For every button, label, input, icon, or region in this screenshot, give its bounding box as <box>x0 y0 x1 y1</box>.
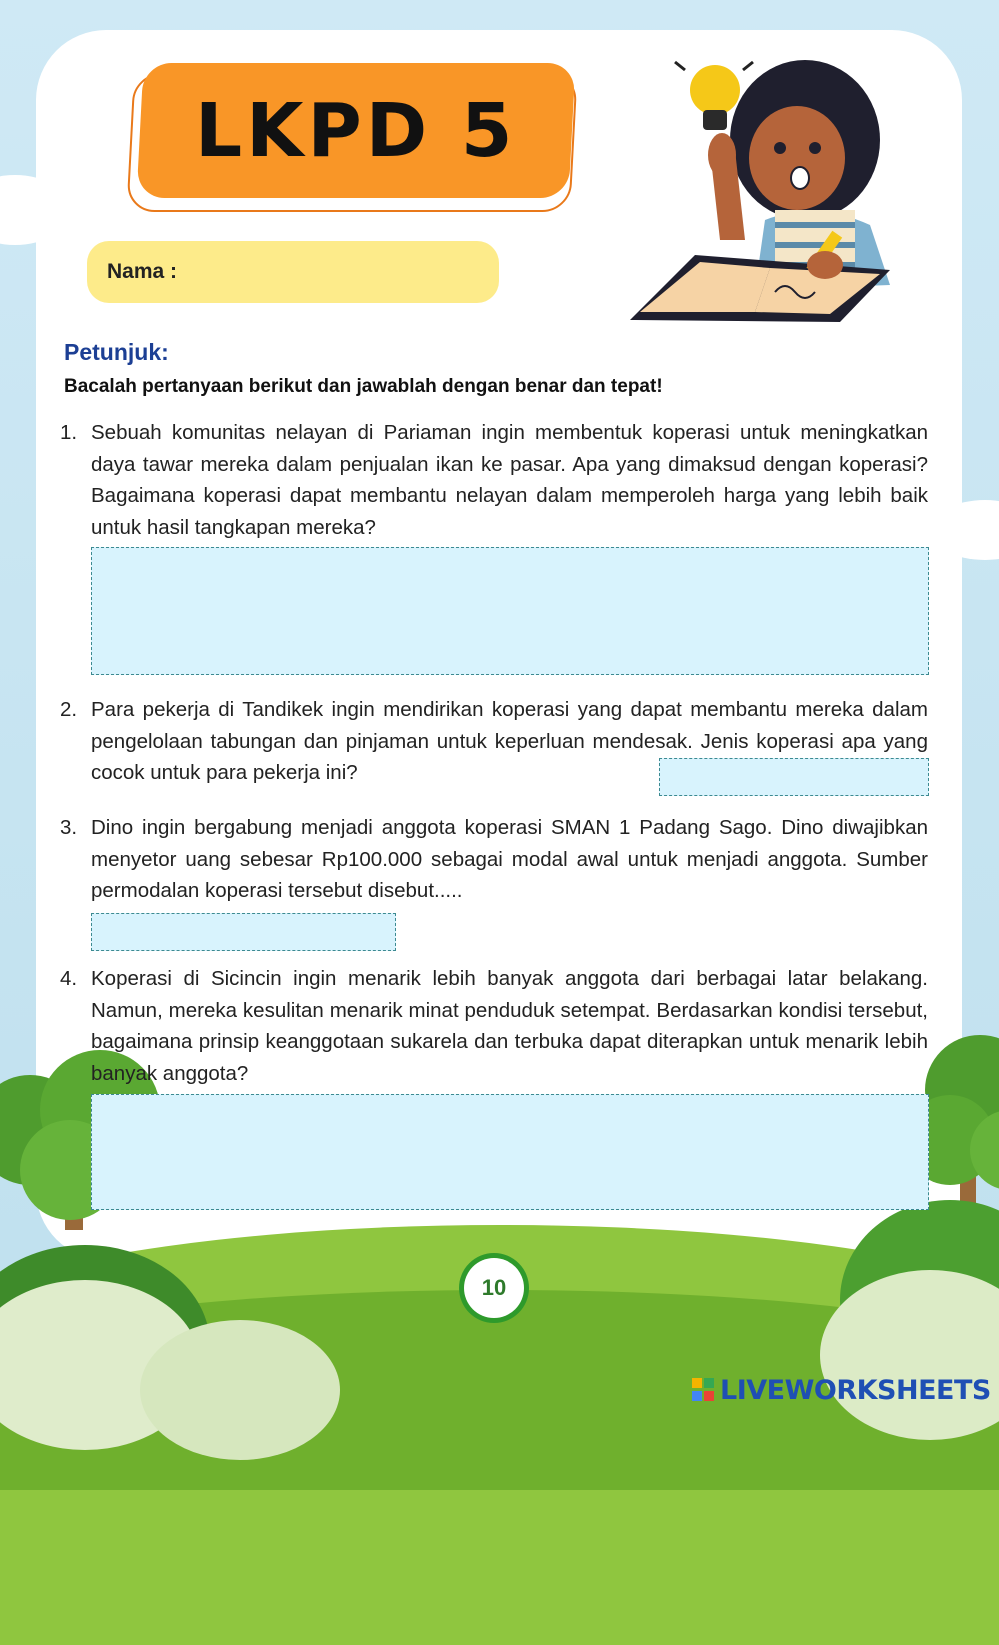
answer-3-input[interactable] <box>91 913 396 951</box>
instructions-heading: Petunjuk: <box>64 339 169 365</box>
question-3-text: Dino ingin bergabung menjadi anggota koperasi SMAN 1 Padang Sago. Dino diwajibkan menyetor uang sebesar Rp100.000 sebagai modal awal untuk menjadi anggota. Sumber permodalan koperasi tersebut disebut..... <box>91 816 928 902</box>
question-1-text: Sebuah komunitas nelayan di Pariaman ingin membentuk koperasi untuk meningkatkan daya tawar mereka dalam penjualan ikan ke pasar. Apa yang dimaksud dengan koperasi? Bagaimana koperasi dapat membantu nelayan dalam memperoleh harga yang lebih baik untuk hasil tangkapan mereka? <box>91 421 928 539</box>
answer-4-input[interactable] <box>91 1094 929 1210</box>
page-title: LKPD 5 <box>195 87 517 174</box>
page-number-badge <box>459 1253 529 1323</box>
bush-left-mid <box>140 1320 340 1460</box>
liveworksheets-logo-icon <box>690 1375 716 1405</box>
answer-2-input[interactable] <box>659 758 929 796</box>
question-4-number: 4. <box>60 967 78 990</box>
name-label: Nama : <box>107 260 178 283</box>
liveworksheets-brand <box>690 1372 991 1408</box>
question-4-text: Koperasi di Sicincin ingin menarik lebih banyak anggota dari berbagai latar belakang. Namun, mereka kesulitan menarik minat penduduk setempat. Berdasarkan kondisi tersebut, bagaimana prinsip keanggotaan sukarela dan terbuka dapat diterapkan untuk menarik lebih banyak anggota? <box>91 967 928 1085</box>
title-banner <box>122 55 584 215</box>
instructions-text: Bacalah pertanyaan berikut dan jawablah dengan benar dan tepat! <box>64 376 663 397</box>
question-2-number: 2. <box>60 698 78 721</box>
name-field[interactable] <box>87 241 499 303</box>
question-2-text: Para pekerja di Tandikek ingin mendirikan koperasi yang dapat membantu mereka dalam pengelolaan tabungan dan pinjaman untuk keperluan mendesak. Jenis koperasi apa yang cocok untuk para pekerja ini? <box>91 698 928 784</box>
title-banner-box <box>136 63 575 198</box>
answer-1-input[interactable] <box>91 547 929 675</box>
question-3-number: 3. <box>60 816 78 839</box>
question-1-number: 1. <box>60 421 78 444</box>
page-number: 10 <box>464 1258 524 1318</box>
girl-writing-lightbulb-illustration <box>625 50 910 335</box>
brand-name: LIVEWORKSHEETS <box>720 1374 991 1406</box>
